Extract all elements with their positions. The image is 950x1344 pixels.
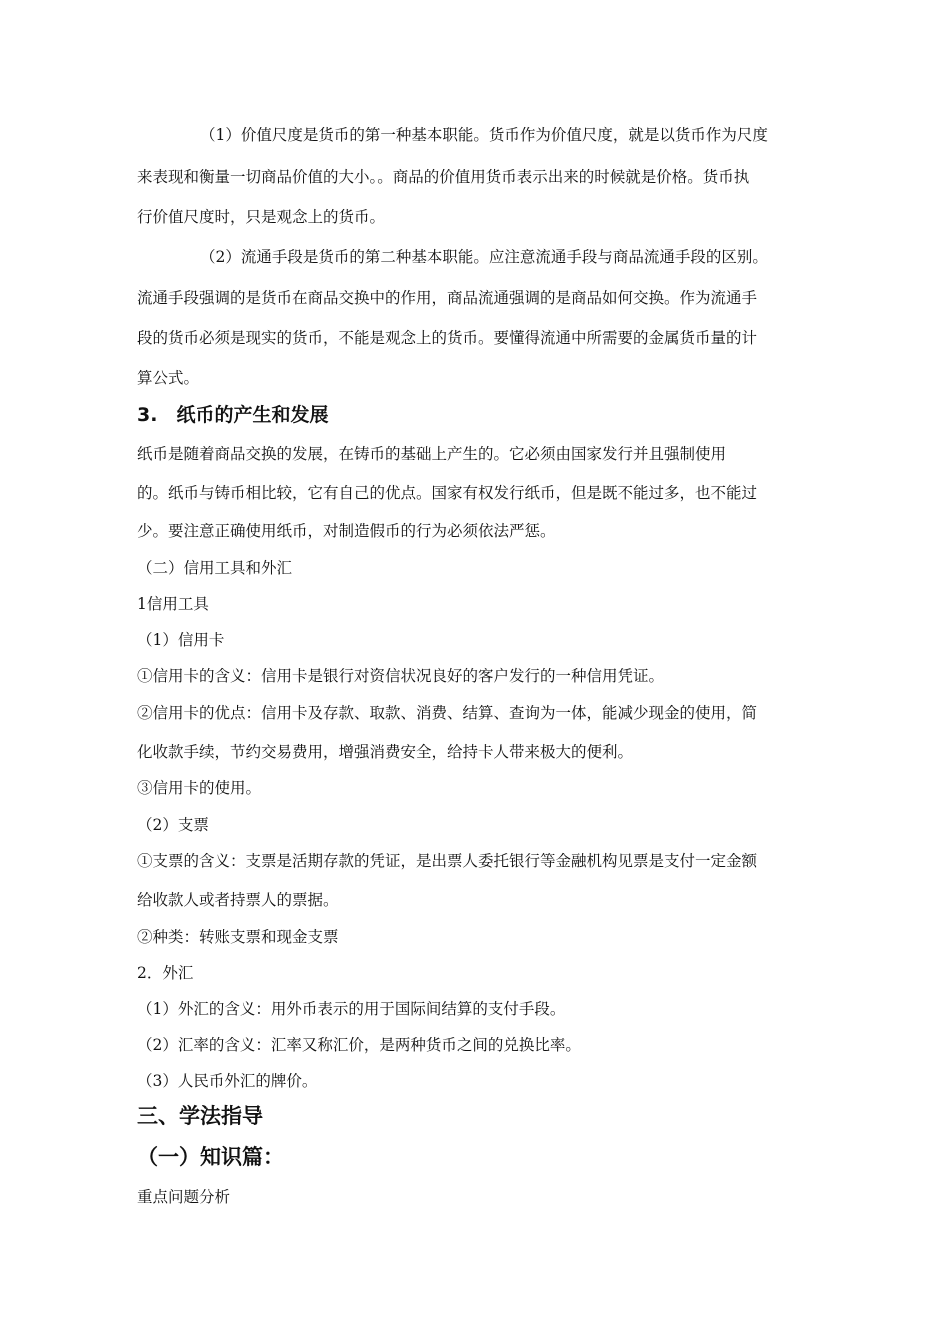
section-heading: （一）知识篇：: [137, 1145, 284, 1169]
paragraph-line: 流通手段强调的是货币在商品交换中的作用，商品流通强调的是商品如何交换。作为流通手: [137, 289, 758, 307]
paragraph-line: 重点问题分析: [137, 1188, 231, 1206]
item-heading: 2．外汇: [137, 964, 194, 982]
paragraph-line: 少。要注意正确使用纸币，对制造假币的行为必须依法严惩。: [137, 522, 556, 540]
paragraph-line: （1）价值尺度是货币的第一种基本职能。货币作为价值尺度，就是以货币作为尺度: [200, 126, 768, 144]
list-item: ①支票的含义：支票是活期存款的凭证，是出票人委托银行等金融机构见票是支付一定金额: [137, 852, 758, 870]
item-heading: （2）支票: [137, 816, 209, 834]
item-heading: 1信用工具: [137, 595, 209, 613]
list-item: （1）外汇的含义：用外币表示的用于国际间结算的支付手段。: [137, 1000, 566, 1018]
item-heading: （1）信用卡: [137, 631, 225, 649]
paragraph-line: 行价值尺度时，只是观念上的货币。: [137, 208, 386, 226]
paragraph-line: 来表现和衡量一切商品价值的大小。。商品的价值用货币表示出来的时候就是价格。货币执: [137, 168, 750, 186]
paragraph-line: 段的货币必须是现实的货币，不能是观念上的货币。要懂得流通中所需要的金属货币量的计: [137, 329, 758, 347]
list-item: （2）汇率的含义：汇率又称汇价，是两种货币之间的兑换比率。: [137, 1036, 581, 1054]
list-item: （3）人民币外汇的牌价。: [137, 1072, 318, 1090]
list-item-continuation: 给收款人或者持票人的票据。: [137, 891, 339, 909]
paragraph-line: 算公式。: [137, 369, 200, 387]
list-item: ②种类：转账支票和现金支票: [137, 928, 339, 946]
list-item: ①信用卡的含义：信用卡是银行对资信状况良好的客户发行的一种信用凭证。: [137, 667, 665, 685]
paragraph-line: 的。纸币与铸币相比较，它有自己的优点。国家有权发行纸币，但是既不能过多，也不能过: [137, 484, 758, 502]
paragraph-line: 纸币是随着商品交换的发展，在铸币的基础上产生的。它必须由国家发行并且强制使用: [137, 445, 727, 463]
section-heading: 3. 纸币的产生和发展: [137, 404, 329, 426]
chapter-heading: 三、学法指导: [137, 1104, 263, 1128]
list-item-continuation: 化收款手续，节约交易费用，增强消费安全，给持卡人带来极大的便利。: [137, 743, 634, 761]
subsection-heading: （二）信用工具和外汇: [137, 559, 293, 577]
list-item: ②信用卡的优点：信用卡及存款、取款、消费、结算、查询为一体，能减少现金的使用，简: [137, 704, 758, 722]
list-item: ③信用卡的使用。: [137, 779, 262, 797]
paragraph-line: （2）流通手段是货币的第二种基本职能。应注意流通手段与商品流通手段的区别。: [200, 248, 768, 266]
